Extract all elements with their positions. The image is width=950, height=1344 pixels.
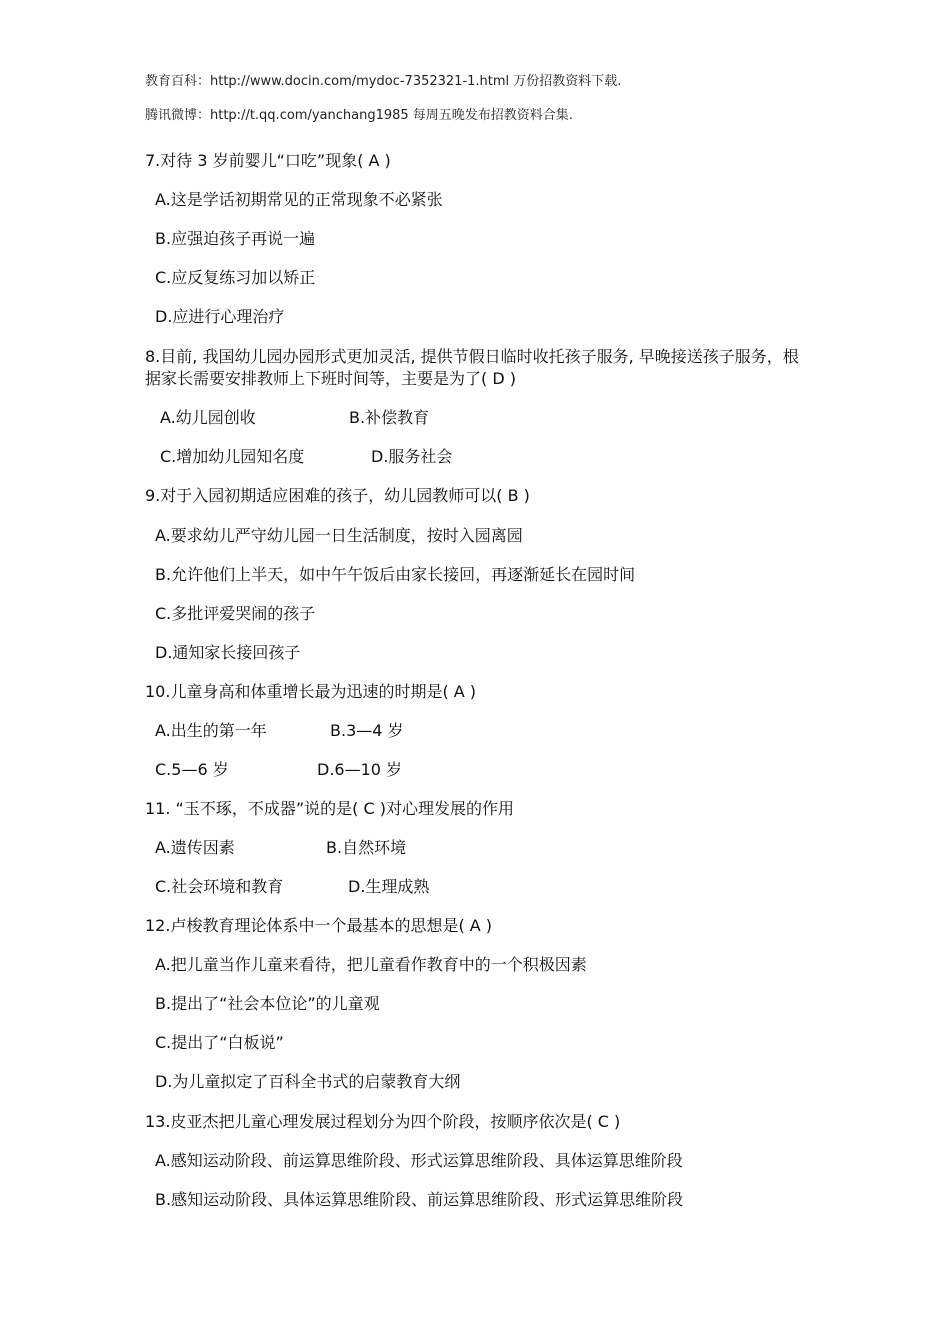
option: B.补偿教育 — [349, 408, 430, 427]
question-stem: 9.对于入园初期适应困难的孩子，幼儿园教师可以( B ) — [145, 486, 530, 505]
option: A.遗传因素 — [155, 838, 235, 857]
question-stem: 13.皮亚杰把儿童心理发展过程划分为四个阶段，按顺序依次是( C ) — [145, 1112, 621, 1131]
option: B.自然环境 — [326, 838, 407, 857]
question-stem: 11. “玉不琢，不成器”说的是( C )对心理发展的作用 — [145, 799, 514, 818]
question-stem: 7.对待 3 岁前婴儿“口吃”现象( A ) — [145, 151, 391, 170]
header-line-docin: 教育百科：http://www.docin.com/mydoc-7352321-1.html 万份招教资料下载. — [145, 74, 622, 89]
option: A.这是学话初期常见的正常现象不必紧张 — [155, 190, 443, 209]
option: A.感知运动阶段、前运算思维阶段、形式运算思维阶段、具体运算思维阶段 — [155, 1151, 683, 1170]
option: D.通知家长接回孩子 — [155, 643, 301, 662]
option: B.允许他们上半天，如中午午饭后由家长接回，再逐渐延长在园时间 — [155, 565, 636, 584]
option: D.为儿童拟定了百科全书式的启蒙教育大纲 — [155, 1072, 461, 1091]
question-stem: 12.卢梭教育理论体系中一个最基本的思想是( A ) — [145, 916, 493, 935]
option: A.出生的第一年 — [155, 721, 267, 740]
header-line-weibo: 腾讯微博：http://t.qq.com/yanchang1985 每周五晚发布招教资料合集. — [145, 108, 573, 123]
option: C.社会环境和教育 — [155, 877, 284, 896]
option: A.把儿童当作儿童来看待，把儿童看作教育中的一个积极因素 — [155, 955, 587, 974]
question-stem: 10.儿童身高和体重增长最为迅速的时期是( A ) — [145, 682, 477, 701]
option: B.应强迫孩子再说一遍 — [155, 229, 316, 248]
option: C.多批评爱哭闹的孩子 — [155, 604, 316, 623]
option: B.感知运动阶段、具体运算思维阶段、前运算思维阶段、形式运算思维阶段 — [155, 1190, 684, 1209]
option: D.生理成熟 — [348, 877, 430, 896]
option: C.应反复练习加以矫正 — [155, 268, 316, 287]
option: D.应进行心理治疗 — [155, 307, 285, 326]
option: C.增加幼儿园知名度 — [160, 447, 305, 466]
option: B.3—4 岁 — [330, 721, 404, 740]
question-stem: 8.目前, 我国幼儿园办园形式更加灵活, 提供节假日临时收托孩子服务, 早晚接送孩子服务，根据家长需要安排教师上下班时间等，主要是为了( D ) — [145, 347, 799, 388]
option: C.5—6 岁 — [155, 760, 229, 779]
option: D.6—10 岁 — [317, 760, 403, 779]
option: D.服务社会 — [371, 447, 453, 466]
option: A.要求幼儿严守幼儿园一日生活制度，按时入园离园 — [155, 526, 523, 545]
option: A.幼儿园创收 — [160, 408, 256, 427]
option: B.提出了“社会本位论”的儿童观 — [155, 994, 380, 1013]
option: C.提出了“白板说” — [155, 1033, 284, 1052]
